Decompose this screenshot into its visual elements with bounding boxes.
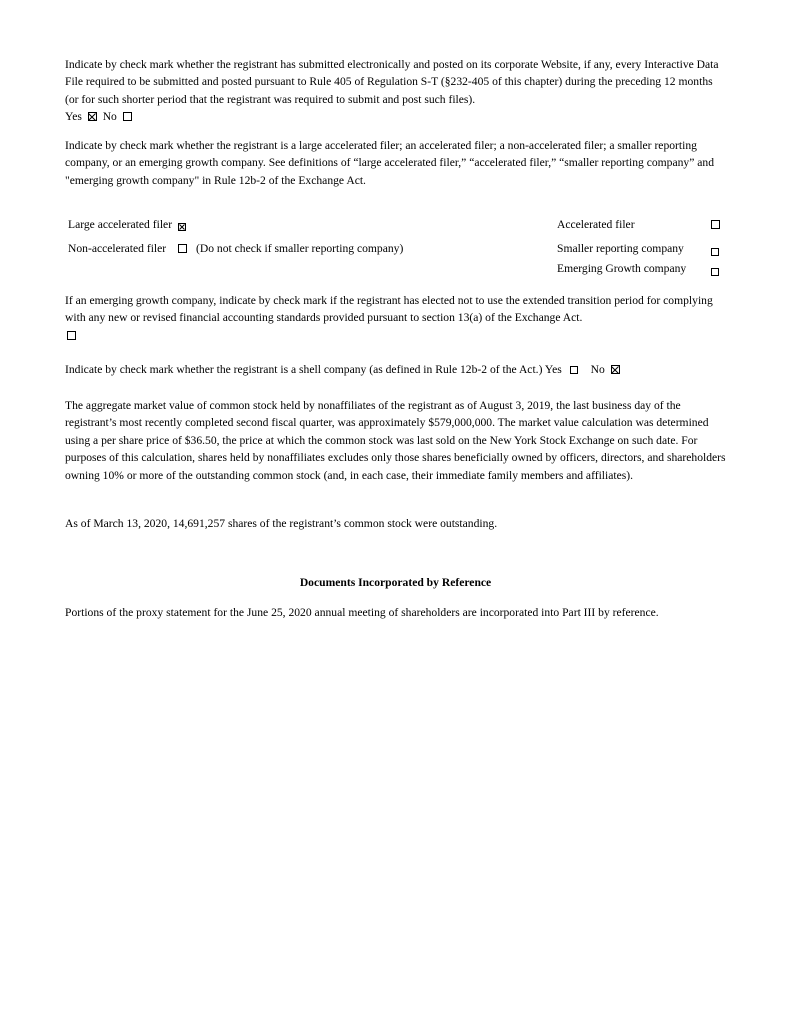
electronic-filing-no-checkbox[interactable] — [123, 112, 132, 121]
accelerated-filer-cell — [711, 216, 720, 233]
electronic-filing-no-label: No — [102, 110, 117, 124]
transition-period-checkbox[interactable] — [67, 331, 76, 340]
documents-incorporated-heading: Documents Incorporated by Reference — [299, 576, 492, 589]
non-accelerated-filer-checkbox[interactable] — [178, 244, 187, 253]
shell-company-paragraph — [65, 361, 727, 378]
transition-period-text: If an emerging growth company, indicate by check mark if the registrant has elected not to use the extended transition period for complying with any new or revised financial accounting standards provided pursuant to section 13(a) of the Exchange Act. — [65, 294, 713, 325]
emerging-growth-company-cell — [711, 263, 719, 280]
shell-company-no-label: No — [590, 363, 605, 376]
emerging-growth-company-label: Emerging Growth company — [557, 262, 687, 275]
shell-company-yes-label: Yes — [544, 363, 562, 376]
non-accelerated-filer-row — [68, 240, 403, 257]
filer-status-paragraph — [65, 137, 727, 189]
filer-status-text: Indicate by check mark whether the registrant is a large accelerated filer; an accelerated filer; a non-accelerated filer; a smaller reporting company, or an emerging growth company. See definitions of “large accelerated filer,” “accelerated filer,” “smaller reporting company” and "emerging growth company" in Rule 12b-2 of the Exchange Act. — [65, 139, 714, 187]
smaller-reporting-company-label: Smaller reporting company — [557, 242, 684, 255]
non-accelerated-filer-label: Non-accelerated filer — [68, 242, 167, 255]
electronic-filing-yes-label: Yes — [65, 110, 82, 124]
electronic-filing-paragraph — [65, 56, 727, 126]
non-accelerated-filer-note: (Do not check if smaller reporting company) — [195, 242, 404, 255]
electronic-filing-text: Indicate by check mark whether the registrant has submitted electronically and posted on its corporate Website, if any, every Interactive Data File required to be submitted and posted pursuant to Rule 405 of Regulation S-T (§232-405 of this chapter) during the preceding 12 months (or for such shorter period that the registrant was required to submit and post such files). — [65, 58, 719, 106]
market-value-text: The aggregate market value of common stock held by nonaffiliates of the registrant as of August 3, 2019, the last business day of the registrant’s most recently completed second fiscal quarter, was approximately $579,000,000. The market value calculation was determined using a per share price of $36.50, the price at which the common stock was last sold on the New York Stock Exchange on such date. For purposes of this calculation, shares held by nonaffiliates excludes only those shares beneficially owned by officers, directors, and shareholders owning 10% or more of the outstanding common stock (and, in each case, their immediate family members and affiliates). — [65, 399, 726, 482]
shell-company-no-checkbox[interactable] — [611, 365, 620, 374]
shares-outstanding-paragraph — [65, 515, 727, 532]
electronic-filing-yes-checkbox[interactable] — [88, 112, 97, 121]
market-value-paragraph — [65, 397, 727, 484]
shares-outstanding-text: As of March 13, 2020, 14,691,257 shares of the registrant’s common stock were outstanding. — [65, 517, 498, 530]
shell-company-yes-checkbox[interactable] — [570, 366, 578, 374]
large-accelerated-filer-row — [68, 216, 189, 233]
smaller-reporting-company-checkbox[interactable] — [711, 248, 719, 256]
accelerated-filer-checkbox[interactable] — [711, 220, 720, 229]
shell-company-text: Indicate by check mark whether the registrant is a shell company (as defined in Rule 12b-2 of the Act.) — [65, 363, 543, 376]
accelerated-filer-label: Accelerated filer — [557, 218, 635, 231]
smaller-reporting-company-cell — [711, 243, 719, 260]
large-accelerated-filer-label: Large accelerated filer — [68, 218, 173, 231]
documents-incorporated-paragraph — [65, 604, 727, 621]
emerging-growth-company-checkbox[interactable] — [711, 268, 719, 276]
transition-period-paragraph — [65, 292, 727, 344]
large-accelerated-filer-checkbox[interactable] — [178, 223, 186, 231]
documents-incorporated-text: Portions of the proxy statement for the June 25, 2020 annual meeting of shareholders are incorporated into Part III by reference. — [65, 606, 659, 619]
